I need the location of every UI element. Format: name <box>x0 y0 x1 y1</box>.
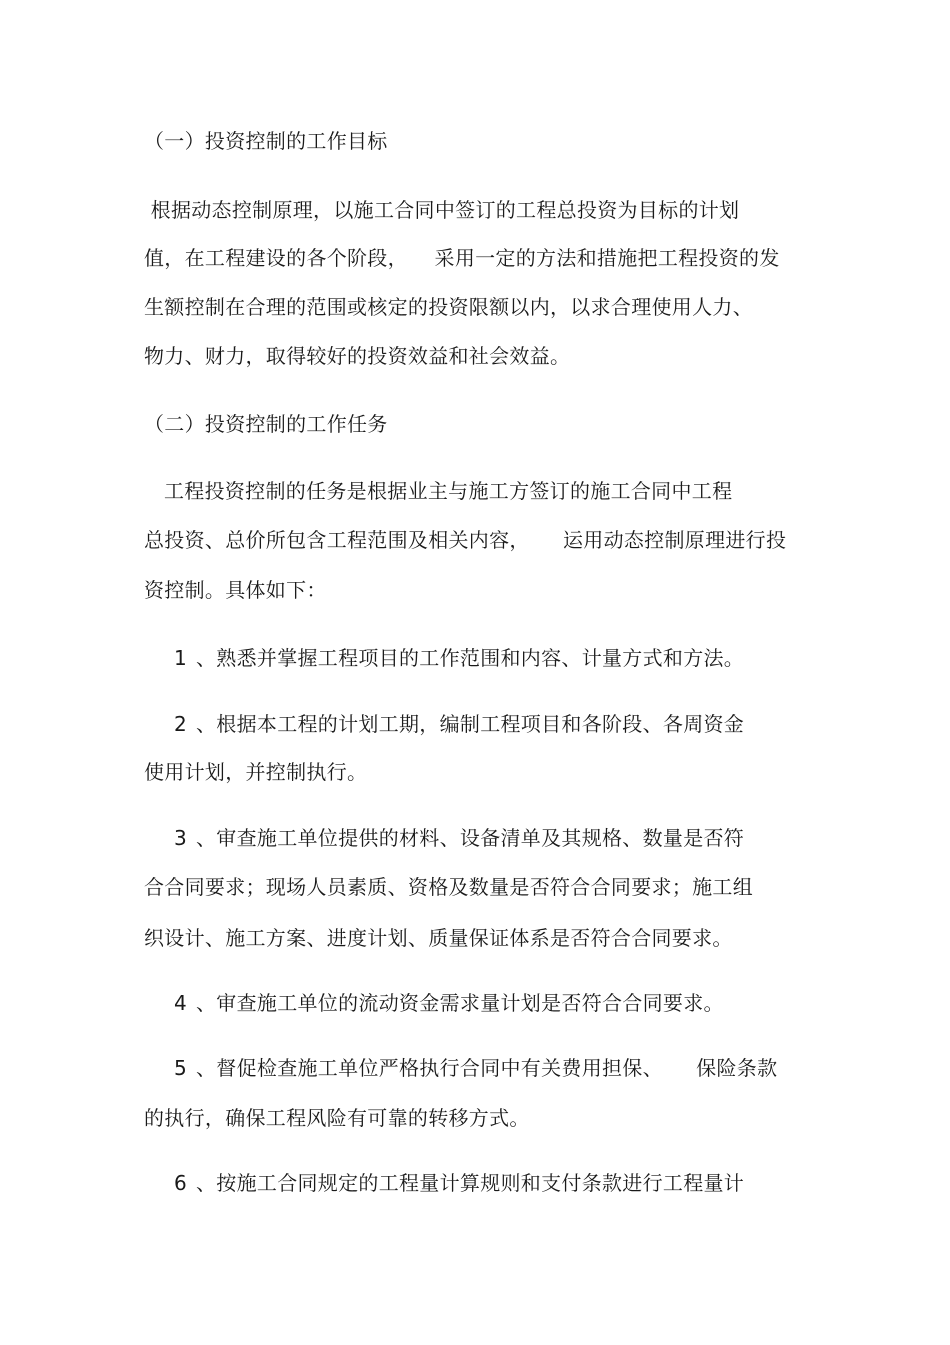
list-item-text: 、按施工合同规定的工程量计算规则和支付条款进行工程量计 <box>196 1171 745 1195</box>
list-item-2 <box>144 711 744 737</box>
list-item-4 <box>144 990 724 1016</box>
list-item-continuation: 的执行，确保工程风险有可靠的转移方式。 <box>144 1106 530 1130</box>
paragraph-line: 物力、财力，取得较好的投资效益和社会效益。 <box>144 344 571 368</box>
paragraph-line: 根据动态控制原理，以施工合同中签订的工程总投资为目标的计划 <box>144 198 740 222</box>
list-item-5 <box>144 1055 777 1081</box>
list-item-number: 6 <box>174 1171 188 1195</box>
paragraph-line: 值，在工程建设的各个阶段， 采用一定的方法和措施把工程投资的发 <box>144 246 780 270</box>
list-item-text: 、根据本工程的计划工期，编制工程项目和各阶段、各周资金 <box>196 712 745 736</box>
paragraph-line: 资控制。具体如下： <box>144 578 327 602</box>
list-item-number: 4 <box>174 991 188 1015</box>
list-item-text: 、审查施工单位提供的材料、设备清单及其规格、数量是否符 <box>196 826 745 850</box>
section-heading-investment-tasks: （二）投资控制的工作任务 <box>144 412 388 436</box>
paragraph-line: 生额控制在合理的范围或核定的投资限额以内，以求合理使用人力、 <box>144 295 753 319</box>
list-item-text: 、熟悉并掌握工程项目的工作范围和内容、计量方式和方法。 <box>196 646 745 670</box>
section-heading-investment-goal: （一）投资控制的工作目标 <box>144 129 388 153</box>
list-item-number: 5 <box>174 1056 188 1080</box>
paragraph-line: 总投资、总价所包含工程范围及相关内容， 运用动态控制原理进行投 <box>144 528 787 552</box>
list-item-6 <box>144 1170 744 1196</box>
list-item-text: 、审查施工单位的流动资金需求量计划是否符合合同要求。 <box>196 991 724 1015</box>
list-item-number: 2 <box>174 712 188 736</box>
list-item-continuation: 使用计划，并控制执行。 <box>144 760 368 784</box>
list-item-continuation: 织设计、施工方案、进度计划、质量保证体系是否符合合同要求。 <box>144 926 733 950</box>
list-item-continuation: 合合同要求；现场人员素质、资格及数量是否符合合同要求；施工组 <box>144 875 753 899</box>
list-item-3 <box>144 825 744 851</box>
list-item-number: 3 <box>174 826 188 850</box>
list-item-1 <box>144 645 744 671</box>
list-item-number: 1 <box>174 646 188 670</box>
paragraph-line: 工程投资控制的任务是根据业主与施工方签订的施工合同中工程 <box>144 479 733 503</box>
list-item-text: 、督促检查施工单位严格执行合同中有关费用担保、 保险条款 <box>196 1056 778 1080</box>
